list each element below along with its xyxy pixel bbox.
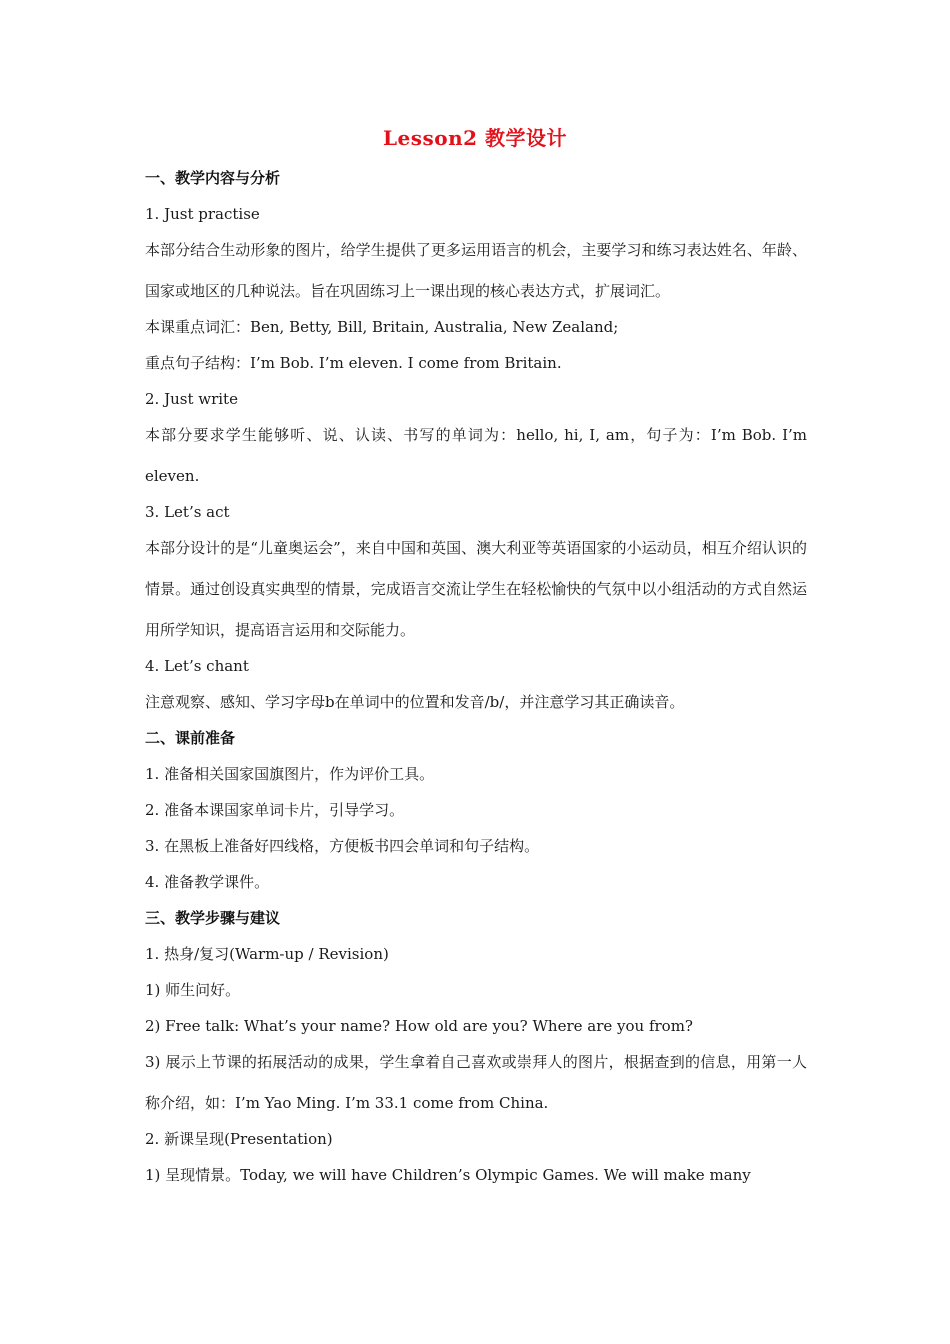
document-title: Lesson2 教学设计 xyxy=(382,126,568,150)
section-heading-preparation: 二、课前准备 xyxy=(145,729,236,747)
step-presentation-scene: 1) 呈现情景。Today, we will have Children’s Olympic Games. We will make many xyxy=(145,1166,751,1184)
item-lets-act-title: 3. Let’s act xyxy=(145,503,230,521)
preparation-item: 2. 准备本课国家单词卡片，引导学习。 xyxy=(145,801,405,819)
section-heading-teaching-steps: 三、教学步骤与建议 xyxy=(145,909,281,927)
item-just-write-title: 2. Just write xyxy=(145,390,238,408)
item-lets-chant-paragraph: 注意观察、感知、学习字母b在单词中的位置和发音/b/，并注意学习其正确读音。 xyxy=(145,693,685,711)
step-warmup-show-results: 3) 展示上节课的拓展活动的成果，学生拿着自己喜欢或崇拜人的图片，根据查到的信息，用第一人称介绍，如：I’m Yao Ming. I’m 33.1 come from China. xyxy=(145,1053,807,1112)
preparation-item: 1. 准备相关国家国旗图片，作为评价工具。 xyxy=(145,765,435,783)
item-lets-chant-title: 4. Let’s chant xyxy=(145,657,249,675)
item-just-practise-paragraph: 本部分结合生动形象的图片，给学生提供了更多运用语言的机会，主要学习和练习表达姓名、年龄、国家或地区的几种说法。旨在巩固练习上一课出现的核心表达方式，扩展词汇。 xyxy=(145,241,807,300)
section-heading-content-analysis: 一、教学内容与分析 xyxy=(145,169,281,187)
step-presentation-title: 2. 新课呈现(Presentation) xyxy=(145,1130,333,1148)
item-lets-act-paragraph: 本部分设计的是“儿童奥运会”，来自中国和英国、澳大利亚等英语国家的小运动员，相互介绍认识的情景。通过创设真实典型的情景，完成语言交流让学生在轻松愉快的气氛中以小组活动的方式自然运用所学知识，提高语言运用和交际能力。 xyxy=(145,539,807,639)
key-vocabulary: 本课重点词汇：Ben, Betty, Bill, Britain, Australia, New Zealand; xyxy=(145,318,619,336)
step-warmup-greeting: 1) 师生问好。 xyxy=(145,981,241,999)
item-just-write-paragraph: 本部分要求学生能够听、说、认读、书写的单词为：hello, hi, I, am，句子为：I’m Bob. I’m eleven. xyxy=(145,426,807,485)
preparation-item: 3. 在黑板上准备好四线格，方便板书四会单词和句子结构。 xyxy=(145,837,540,855)
preparation-item: 4. 准备教学课件。 xyxy=(145,873,270,891)
step-warmup-title: 1. 热身/复习(Warm-up / Revision) xyxy=(145,945,389,963)
key-sentences: 重点句子结构：I’m Bob. I’m eleven. I come from Britain. xyxy=(145,354,562,372)
step-warmup-free-talk: 2) Free talk: What’s your name? How old are you? Where are you from? xyxy=(145,1017,693,1035)
item-just-practise-title: 1. Just practise xyxy=(145,205,260,223)
document-body xyxy=(145,160,807,1193)
